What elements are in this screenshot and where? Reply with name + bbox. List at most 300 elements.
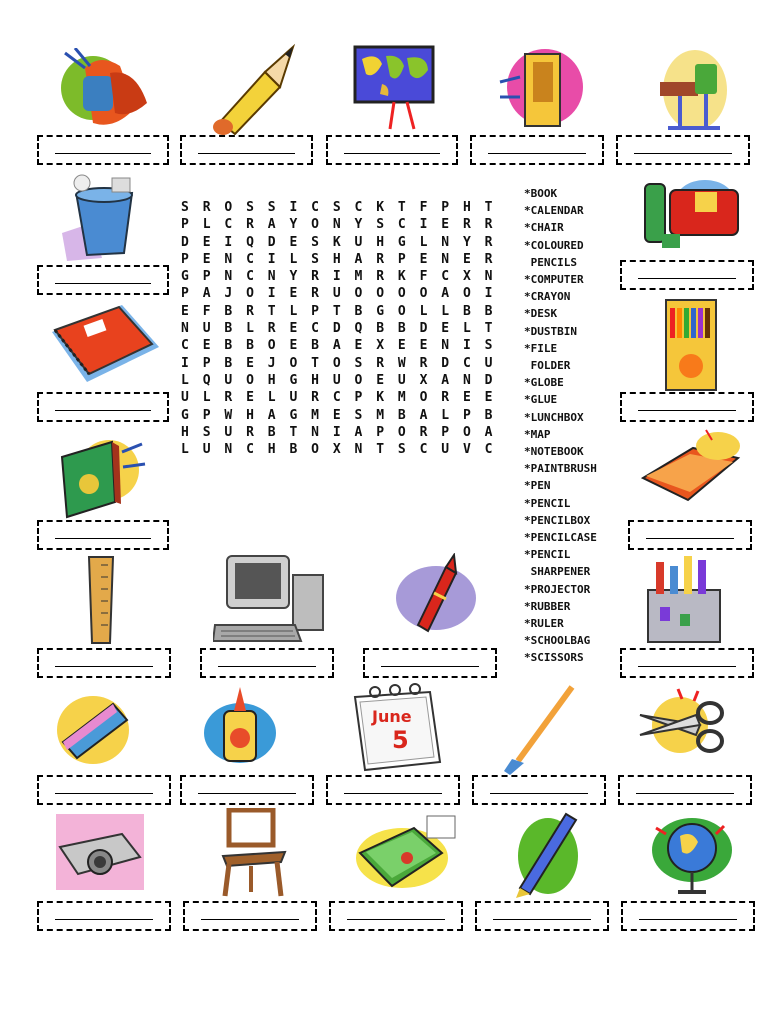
grid-row: [181, 269, 506, 286]
grid-letter[interactable]: X: [462, 269, 471, 285]
grid-letter[interactable]: Y: [462, 234, 471, 250]
grid-letter[interactable]: L: [202, 217, 211, 233]
word-list-item: *DUSTBIN: [524, 324, 577, 338]
grid-letter[interactable]: B: [311, 338, 319, 354]
grid-letter[interactable]: U: [224, 424, 233, 440]
word-list-item: *COLOURED: [524, 238, 584, 252]
grid-letter[interactable]: D: [181, 234, 189, 250]
grid-letter[interactable]: X: [332, 442, 341, 458]
grid-letter[interactable]: C: [181, 338, 189, 354]
grid-letter[interactable]: P: [202, 269, 211, 285]
grid-letter[interactable]: S: [397, 442, 406, 458]
grid-letter[interactable]: Y: [289, 217, 298, 233]
grid-letter[interactable]: G: [181, 269, 189, 285]
grid-row: [181, 442, 506, 459]
grid-letter[interactable]: N: [484, 269, 493, 285]
grid-letter[interactable]: R: [202, 200, 211, 215]
grid-letter[interactable]: X: [376, 338, 385, 354]
answer-box[interactable]: [620, 392, 754, 422]
grid-letter[interactable]: U: [289, 390, 298, 406]
grid-letter[interactable]: C: [354, 200, 363, 215]
grid-letter[interactable]: S: [267, 200, 276, 215]
grid-letter[interactable]: E: [202, 251, 211, 267]
grid-letter[interactable]: U: [224, 372, 233, 388]
grid-letter[interactable]: N: [181, 321, 189, 337]
grid-letter[interactable]: Q: [354, 321, 363, 337]
grid-letter[interactable]: I: [419, 217, 428, 233]
grid-letter[interactable]: O: [246, 286, 254, 302]
grid-letter[interactable]: D: [419, 321, 428, 337]
grid-letter[interactable]: E: [289, 338, 298, 354]
grid-letter[interactable]: G: [289, 372, 298, 388]
word-list-item: *COMPUTER: [524, 273, 584, 287]
grid-letter[interactable]: R: [311, 390, 319, 406]
grid-letter[interactable]: P: [202, 355, 211, 371]
grid-letter[interactable]: Q: [246, 234, 254, 250]
grid-letter[interactable]: R: [441, 390, 450, 406]
grid-letter[interactable]: T: [484, 321, 493, 337]
grid-letter[interactable]: P: [202, 407, 211, 423]
grid-letter[interactable]: E: [289, 286, 298, 302]
grid-letter[interactable]: H: [311, 372, 319, 388]
grid-letter[interactable]: C: [332, 390, 341, 406]
grid-letter[interactable]: B: [224, 321, 233, 337]
answer-box[interactable]: [37, 520, 169, 550]
answer-box[interactable]: [620, 648, 754, 678]
grid-letter[interactable]: B: [224, 338, 233, 354]
grid-letter[interactable]: R: [246, 217, 254, 233]
grid-letter[interactable]: E: [484, 390, 493, 406]
grid-letter[interactable]: R: [419, 424, 428, 440]
grid-letter[interactable]: O: [397, 303, 406, 319]
grid-letter[interactable]: R: [246, 424, 254, 440]
grid-letter[interactable]: D: [267, 234, 276, 250]
grid-letter[interactable]: O: [419, 390, 428, 406]
calendar-icon: [350, 682, 445, 772]
pencil-icon: [205, 42, 300, 137]
grid-letter[interactable]: D: [484, 372, 493, 388]
answer-box[interactable]: [37, 135, 169, 165]
grid-row: [181, 425, 506, 442]
grid-letter[interactable]: P: [354, 390, 363, 406]
grid-letter[interactable]: Y: [289, 269, 298, 285]
grid-letter[interactable]: S: [354, 407, 363, 423]
grid-letter[interactable]: I: [462, 338, 471, 354]
grid-letter[interactable]: B: [246, 338, 254, 354]
grid-letter[interactable]: C: [246, 251, 254, 267]
answer-box[interactable]: [200, 648, 334, 678]
sharpener-icon: [495, 42, 590, 132]
grid-letter[interactable]: N: [462, 372, 471, 388]
grid-letter[interactable]: B: [224, 303, 233, 319]
grid-row: [181, 356, 506, 373]
grid-letter[interactable]: R: [484, 217, 493, 233]
grid-letter[interactable]: D: [332, 321, 341, 337]
grid-letter[interactable]: L: [267, 390, 276, 406]
grid-letter[interactable]: R: [311, 286, 319, 302]
grid-letter[interactable]: S: [202, 424, 211, 440]
answer-box[interactable]: [326, 135, 458, 165]
answer-box[interactable]: [472, 775, 606, 805]
grid-letter[interactable]: L: [246, 321, 254, 337]
grid-letter[interactable]: A: [484, 424, 493, 440]
crayon-icon: [388, 553, 478, 638]
grid-row: [181, 217, 506, 234]
grid-letter[interactable]: I: [289, 200, 298, 215]
grid-letter[interactable]: R: [246, 303, 254, 319]
grid-row: [181, 321, 506, 338]
grid-letter[interactable]: O: [311, 442, 319, 458]
grid-letter[interactable]: L: [181, 372, 189, 388]
grid-letter[interactable]: T: [397, 200, 406, 215]
grid-letter[interactable]: F: [419, 200, 428, 215]
grid-letter[interactable]: S: [311, 234, 319, 250]
word-list-item: *PROJECTOR: [524, 582, 591, 596]
grid-letter[interactable]: H: [332, 251, 341, 267]
grid-letter[interactable]: H: [376, 234, 385, 250]
word-list-item: *CALENDAR: [524, 204, 584, 218]
grid-letter[interactable]: G: [397, 234, 406, 250]
grid-letter[interactable]: A: [267, 217, 276, 233]
dustbin-icon: [62, 173, 142, 263]
grid-letter[interactable]: W: [224, 407, 233, 423]
grid-letter[interactable]: G: [181, 407, 189, 423]
grid-letter[interactable]: R: [462, 217, 471, 233]
grid-letter[interactable]: Q: [202, 372, 211, 388]
answer-box[interactable]: [621, 901, 755, 931]
schoolbag-icon: [55, 48, 155, 133]
computer-icon: [213, 553, 328, 643]
scissors-icon: [638, 685, 733, 770]
answer-box[interactable]: [180, 135, 313, 165]
grid-letter[interactable]: N: [332, 217, 341, 233]
grid-letter[interactable]: N: [441, 251, 450, 267]
grid-letter[interactable]: I: [267, 251, 276, 267]
chair-icon: [215, 808, 290, 898]
grid-row: [181, 390, 506, 407]
grid-row: [181, 338, 506, 355]
word-list: [524, 185, 597, 667]
grid-row: [181, 286, 506, 303]
grid-letter[interactable]: R: [267, 321, 276, 337]
grid-letter[interactable]: I: [484, 286, 493, 302]
grid-letter[interactable]: B: [484, 303, 493, 319]
grid-letter[interactable]: U: [181, 390, 189, 406]
grid-letter[interactable]: P: [311, 303, 319, 319]
grid-letter[interactable]: U: [332, 372, 341, 388]
word-list-item: FOLDER: [524, 359, 571, 373]
grid-letter[interactable]: O: [354, 286, 363, 302]
answer-box[interactable]: [37, 648, 171, 678]
grid-letter[interactable]: C: [484, 442, 493, 458]
grid-letter[interactable]: I: [332, 269, 341, 285]
grid-letter[interactable]: I: [224, 234, 233, 250]
grid-letter[interactable]: A: [441, 286, 450, 302]
grid-letter[interactable]: E: [202, 234, 211, 250]
grid-letter[interactable]: U: [332, 286, 341, 302]
grid-letter[interactable]: H: [267, 372, 276, 388]
grid-letter[interactable]: H: [267, 442, 276, 458]
grid-letter[interactable]: O: [289, 355, 298, 371]
grid-letter[interactable]: W: [397, 355, 406, 371]
grid-letter[interactable]: N: [267, 269, 276, 285]
grid-letter[interactable]: L: [202, 390, 211, 406]
grid-letter[interactable]: B: [267, 424, 276, 440]
grid-letter[interactable]: C: [224, 217, 233, 233]
grid-letter[interactable]: L: [441, 303, 450, 319]
grid-letter[interactable]: B: [289, 442, 298, 458]
grid-letter[interactable]: C: [311, 200, 319, 215]
grid-letter[interactable]: E: [202, 338, 211, 354]
grid-letter[interactable]: H: [246, 407, 254, 423]
answer-box[interactable]: [183, 901, 317, 931]
grid-letter[interactable]: N: [441, 234, 450, 250]
grid-letter[interactable]: P: [441, 424, 450, 440]
grid-letter[interactable]: F: [202, 303, 211, 319]
grid-letter[interactable]: O: [354, 372, 363, 388]
grid-letter[interactable]: E: [419, 251, 428, 267]
rubber-icon: [55, 692, 135, 767]
grid-letter[interactable]: C: [246, 442, 254, 458]
grid-letter[interactable]: T: [484, 200, 493, 215]
grid-letter[interactable]: S: [332, 200, 341, 215]
grid-letter[interactable]: F: [419, 269, 428, 285]
grid-letter[interactable]: N: [354, 442, 363, 458]
grid-letter[interactable]: P: [181, 217, 189, 233]
projector-icon: [52, 812, 147, 892]
grid-letter[interactable]: R: [484, 234, 493, 250]
grid-letter[interactable]: J: [224, 286, 233, 302]
grid-letter[interactable]: B: [376, 321, 385, 337]
grid-letter[interactable]: E: [397, 338, 406, 354]
answer-box[interactable]: [618, 775, 752, 805]
answer-box[interactable]: [180, 775, 314, 805]
grid-letter[interactable]: B: [397, 321, 406, 337]
word-list-item: *RULER: [524, 617, 564, 631]
grid-letter[interactable]: A: [419, 407, 428, 423]
word-list-item: *CRAYON: [524, 290, 571, 304]
grid-letter[interactable]: O: [376, 286, 385, 302]
grid-letter[interactable]: K: [376, 390, 385, 406]
grid-letter[interactable]: E: [289, 234, 298, 250]
word-list-item: *CHAIR: [524, 221, 564, 235]
grid-letter[interactable]: B: [397, 407, 406, 423]
grid-letter[interactable]: N: [224, 251, 233, 267]
grid-letter[interactable]: U: [202, 321, 211, 337]
grid-letter[interactable]: R: [376, 251, 385, 267]
grid-letter[interactable]: A: [202, 286, 211, 302]
grid-letter[interactable]: K: [376, 200, 385, 215]
grid-letter[interactable]: T: [289, 424, 298, 440]
answer-box[interactable]: [326, 775, 460, 805]
grid-letter[interactable]: I: [332, 424, 341, 440]
grid-letter[interactable]: P: [181, 286, 189, 302]
grid-letter[interactable]: P: [462, 407, 471, 423]
grid-letter[interactable]: R: [484, 251, 493, 267]
grid-letter[interactable]: S: [181, 200, 189, 215]
grid-letter[interactable]: C: [419, 442, 428, 458]
grid-letter[interactable]: G: [289, 407, 298, 423]
word-list-item: *RUBBER: [524, 599, 571, 613]
grid-letter[interactable]: A: [354, 424, 363, 440]
grid-letter[interactable]: O: [397, 424, 406, 440]
grid-letter[interactable]: P: [376, 424, 385, 440]
grid-letter[interactable]: L: [419, 234, 428, 250]
grid-letter[interactable]: O: [246, 372, 254, 388]
grid-letter[interactable]: E: [419, 338, 428, 354]
grid-letter[interactable]: L: [462, 321, 471, 337]
grid-letter[interactable]: A: [332, 338, 341, 354]
grid-letter[interactable]: R: [311, 269, 319, 285]
grid-letter[interactable]: U: [441, 442, 450, 458]
grid-letter[interactable]: O: [311, 217, 319, 233]
grid-letter[interactable]: M: [376, 407, 385, 423]
answer-box[interactable]: [363, 648, 497, 678]
grid-letter[interactable]: C: [311, 321, 319, 337]
grid-letter[interactable]: C: [462, 355, 471, 371]
grid-letter[interactable]: H: [462, 200, 471, 215]
grid-letter[interactable]: N: [311, 424, 319, 440]
lunchbox-icon: [640, 172, 745, 262]
grid-letter[interactable]: E: [354, 338, 363, 354]
grid-letter[interactable]: E: [376, 372, 385, 388]
word-list-item: *PEN: [524, 479, 551, 493]
answer-box[interactable]: [37, 392, 169, 422]
grid-letter[interactable]: J: [267, 355, 276, 371]
grid-letter[interactable]: S: [246, 200, 254, 215]
calendar-month: June: [372, 707, 412, 726]
pencil-case-icon: [352, 808, 462, 893]
answer-box[interactable]: [470, 135, 604, 165]
grid-letter[interactable]: C: [441, 269, 450, 285]
grid-letter[interactable]: L: [419, 303, 428, 319]
grid-letter[interactable]: O: [419, 286, 428, 302]
word-search-grid: [181, 200, 506, 459]
grid-letter[interactable]: O: [332, 355, 341, 371]
glue-icon: [200, 683, 280, 768]
answer-box[interactable]: [628, 520, 752, 550]
word-list-item: *NOTEBOOK: [524, 445, 584, 459]
answer-box[interactable]: [616, 135, 750, 165]
grid-letter[interactable]: E: [332, 407, 341, 423]
grid-letter[interactable]: N: [441, 338, 450, 354]
grid-row: [181, 373, 506, 390]
grid-letter[interactable]: Y: [354, 217, 363, 233]
grid-letter[interactable]: U: [202, 442, 211, 458]
grid-letter[interactable]: B: [462, 303, 471, 319]
grid-letter[interactable]: C: [246, 269, 254, 285]
grid-letter[interactable]: L: [289, 303, 298, 319]
grid-letter[interactable]: A: [354, 251, 363, 267]
grid-letter[interactable]: O: [397, 286, 406, 302]
grid-letter[interactable]: O: [224, 200, 233, 215]
grid-letter[interactable]: B: [484, 407, 493, 423]
grid-letter[interactable]: E: [462, 251, 471, 267]
grid-row: [181, 200, 506, 217]
folder-icon: [638, 428, 743, 508]
word-list-item: PENCILS: [524, 255, 577, 269]
grid-letter[interactable]: O: [462, 424, 471, 440]
grid-letter[interactable]: M: [354, 269, 363, 285]
answer-box[interactable]: [37, 265, 169, 295]
grid-letter[interactable]: I: [267, 286, 276, 302]
grid-letter[interactable]: U: [397, 372, 406, 388]
grid-letter[interactable]: E: [462, 390, 471, 406]
grid-letter[interactable]: E: [246, 390, 254, 406]
grid-letter[interactable]: T: [311, 355, 319, 371]
grid-letter[interactable]: S: [354, 355, 363, 371]
grid-letter[interactable]: M: [397, 390, 406, 406]
grid-letter[interactable]: E: [246, 355, 254, 371]
grid-letter[interactable]: D: [441, 355, 450, 371]
grid-letter[interactable]: B: [354, 303, 363, 319]
grid-letter[interactable]: A: [441, 372, 450, 388]
grid-letter[interactable]: R: [419, 355, 428, 371]
grid-letter[interactable]: L: [289, 251, 298, 267]
pen-icon: [510, 808, 585, 898]
answer-box[interactable]: [329, 901, 463, 931]
grid-letter[interactable]: S: [311, 251, 319, 267]
answer-box[interactable]: [620, 260, 754, 290]
grid-letter[interactable]: R: [376, 355, 385, 371]
grid-letter[interactable]: C: [397, 217, 406, 233]
grid-letter[interactable]: V: [462, 442, 471, 458]
grid-letter[interactable]: P: [397, 251, 406, 267]
grid-letter[interactable]: T: [267, 303, 276, 319]
desk-icon: [650, 42, 735, 137]
grid-letter[interactable]: U: [484, 355, 493, 371]
grid-letter[interactable]: O: [462, 286, 471, 302]
grid-letter[interactable]: L: [181, 442, 189, 458]
grid-letter[interactable]: M: [311, 407, 319, 423]
grid-letter[interactable]: R: [376, 269, 385, 285]
grid-letter[interactable]: P: [181, 251, 189, 267]
grid-letter[interactable]: S: [376, 217, 385, 233]
answer-box[interactable]: [475, 901, 609, 931]
grid-letter[interactable]: G: [376, 303, 385, 319]
grid-letter[interactable]: K: [332, 234, 341, 250]
grid-letter[interactable]: T: [332, 303, 341, 319]
grid-letter[interactable]: O: [267, 338, 276, 354]
grid-letter[interactable]: E: [441, 217, 450, 233]
answer-box[interactable]: [37, 775, 171, 805]
grid-letter[interactable]: U: [354, 234, 363, 250]
grid-letter[interactable]: E: [289, 321, 298, 337]
grid-letter[interactable]: I: [181, 355, 189, 371]
grid-letter[interactable]: N: [224, 442, 233, 458]
paintbrush-icon: [500, 683, 580, 778]
grid-letter[interactable]: H: [181, 424, 189, 440]
grid-letter[interactable]: X: [419, 372, 428, 388]
grid-row: [181, 252, 506, 269]
grid-letter[interactable]: A: [267, 407, 276, 423]
grid-letter[interactable]: N: [224, 269, 233, 285]
grid-row: [181, 235, 506, 252]
word-list-item: *MAP: [524, 427, 551, 441]
grid-letter[interactable]: B: [224, 355, 233, 371]
grid-letter[interactable]: E: [181, 303, 189, 319]
grid-letter[interactable]: E: [441, 321, 450, 337]
grid-letter[interactable]: S: [484, 338, 493, 354]
pencil-holder-icon: [640, 552, 725, 647]
answer-box[interactable]: [37, 901, 171, 931]
grid-letter[interactable]: P: [441, 200, 450, 215]
grid-letter[interactable]: K: [397, 269, 406, 285]
grid-letter[interactable]: R: [224, 390, 233, 406]
grid-letter[interactable]: L: [441, 407, 450, 423]
word-list-item: *LUNCHBOX: [524, 410, 584, 424]
grid-letter[interactable]: T: [376, 442, 385, 458]
